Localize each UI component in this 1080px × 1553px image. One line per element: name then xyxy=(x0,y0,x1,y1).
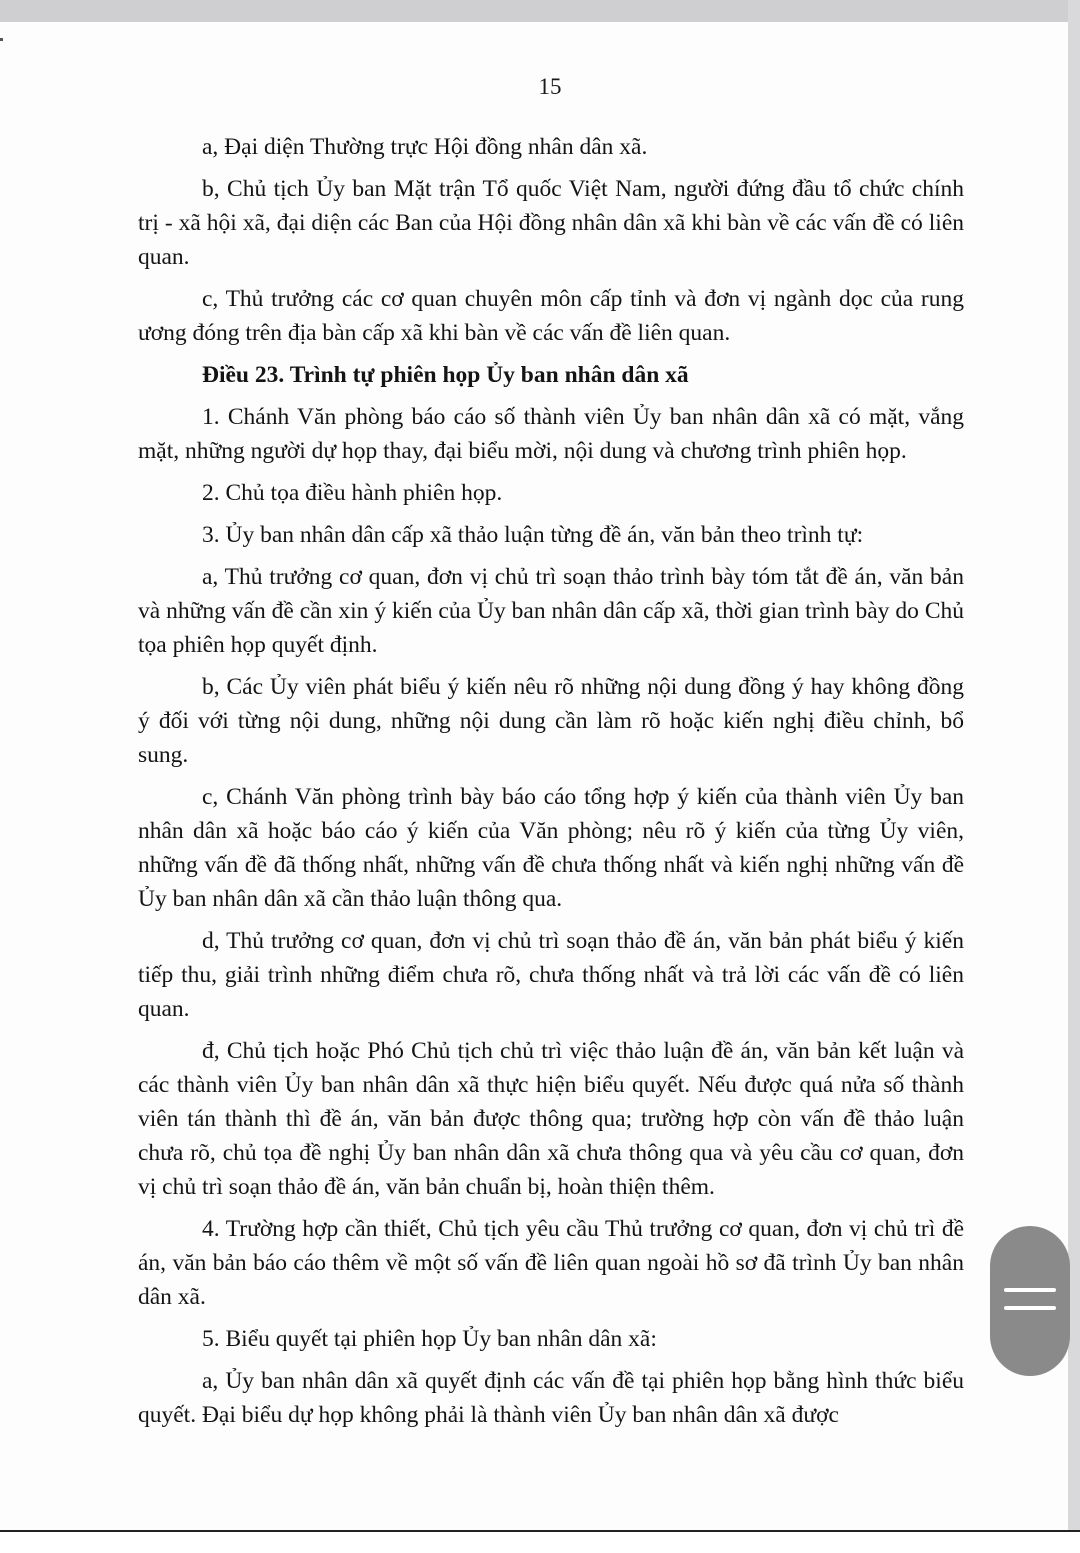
paragraph-clause-3d: d, Thủ trưởng cơ quan, đơn vị chủ trì soạn thảo đề án, văn bản phát biểu ý kiến tiếp thu, giải trình những điểm chưa rõ, chưa thống nhất và trả lời các vấn đề có liên quan. xyxy=(138,928,964,1022)
paragraph-clause-3dd: đ, Chủ tịch hoặc Phó Chủ tịch chủ trì việc thảo luận đề án, văn bản kết luận và các thành viên Ủy ban nhân dân xã thực hiện biểu quyết. Nếu được quá nửa số thành viên tán thành thì đề án, văn bản được thông qua; trường hợp còn vấn đề thảo luận chưa rõ, chủ tọa đề nghị Ủy ban nhân dân xã chưa thông qua và yêu cầu cơ quan, đơn vị chủ trì soạn thảo đề án, văn bản chuẩn bị, hoàn thiện thêm. xyxy=(138,1038,964,1200)
scroll-handle[interactable] xyxy=(990,1226,1070,1376)
grip-line-icon xyxy=(1004,1306,1056,1310)
paragraph-clause-3a: a, Thủ trưởng cơ quan, đơn vị chủ trì soạn thảo trình bày tóm tắt đề án, văn bản và những vấn đề cần xin ý kiến của Ủy ban nhân dân cấp xã, thời gian trình bày do Chủ tọa phiên họp quyết định. xyxy=(138,564,964,658)
paragraph-clause-5a: a, Ủy ban nhân dân xã quyết định các vấn đề tại phiên họp bằng hình thức biểu quyết. Đại biểu dự họp không phải là thành viên Ủy ban nhân dân xã được xyxy=(138,1368,964,1428)
paragraph-clause-1: 1. Chánh Văn phòng báo cáo số thành viên Ủy ban nhân dân xã có mặt, vắng mặt, những người dự họp thay, đại biểu mời, nội dung và chương trình phiên họp. xyxy=(138,404,964,464)
paragraph-clause-4: 4. Trường hợp cần thiết, Chủ tịch yêu cầu Thủ trưởng cơ quan, đơn vị chủ trì đề án, văn bản báo cáo thêm về một số vấn đề liên quan ngoài hồ sơ đã trình Ủy ban nhân dân xã. xyxy=(138,1216,964,1310)
paragraph-item-a: a, Đại diện Thường trực Hội đồng nhân dân xã. xyxy=(202,134,648,160)
article-heading: Điều 23. Trình tự phiên họp Ủy ban nhân dân xã xyxy=(202,362,689,388)
paragraph-clause-3c: c, Chánh Văn phòng trình bày báo cáo tổng hợp ý kiến của thành viên Ủy ban nhân dân xã hoặc báo cáo ý kiến của Văn phòng; nêu rõ ý kiến của từng Ủy viên, những vấn đề đã thống nhất, những vấn đề chưa thống nhất và kiến nghị những vấn đề Ủy ban nhân dân xã cần thảo luận thông qua. xyxy=(138,784,964,912)
paragraph-clause-3b: b, Các Ủy viên phát biểu ý kiến nêu rõ những nội dung đồng ý hay không đồng ý đối với từng nội dung, những nội dung cần làm rõ hoặc kiến nghị điều chỉnh, bổ sung. xyxy=(138,674,964,768)
scan-mark xyxy=(0,38,3,41)
paragraph-clause-2: 2. Chủ tọa điều hành phiên họp. xyxy=(202,480,503,506)
bottom-bar xyxy=(0,1530,1080,1553)
document-body xyxy=(138,130,964,1440)
paragraph-clause-3: 3. Ủy ban nhân dân cấp xã thảo luận từng đề án, văn bản theo trình tự: xyxy=(202,522,864,548)
paragraph-clause-5: 5. Biểu quyết tại phiên họp Ủy ban nhân dân xã: xyxy=(202,1326,657,1352)
paragraph-item-b: b, Chủ tịch Ủy ban Mặt trận Tổ quốc Việt Nam, người đứng đầu tổ chức chính trị - xã hội xã, đại diện các Ban của Hội đồng nhân dân xã khi bàn về các vấn đề có liên quan. xyxy=(138,176,964,270)
paragraph-item-c: c, Thủ trưởng các cơ quan chuyên môn cấp tỉnh và đơn vị ngành dọc của rung ương đóng trên địa bàn cấp xã khi bàn về các vấn đề liên quan. xyxy=(138,286,964,346)
page-number: 15 xyxy=(538,74,562,99)
grip-line-icon xyxy=(1004,1288,1056,1292)
